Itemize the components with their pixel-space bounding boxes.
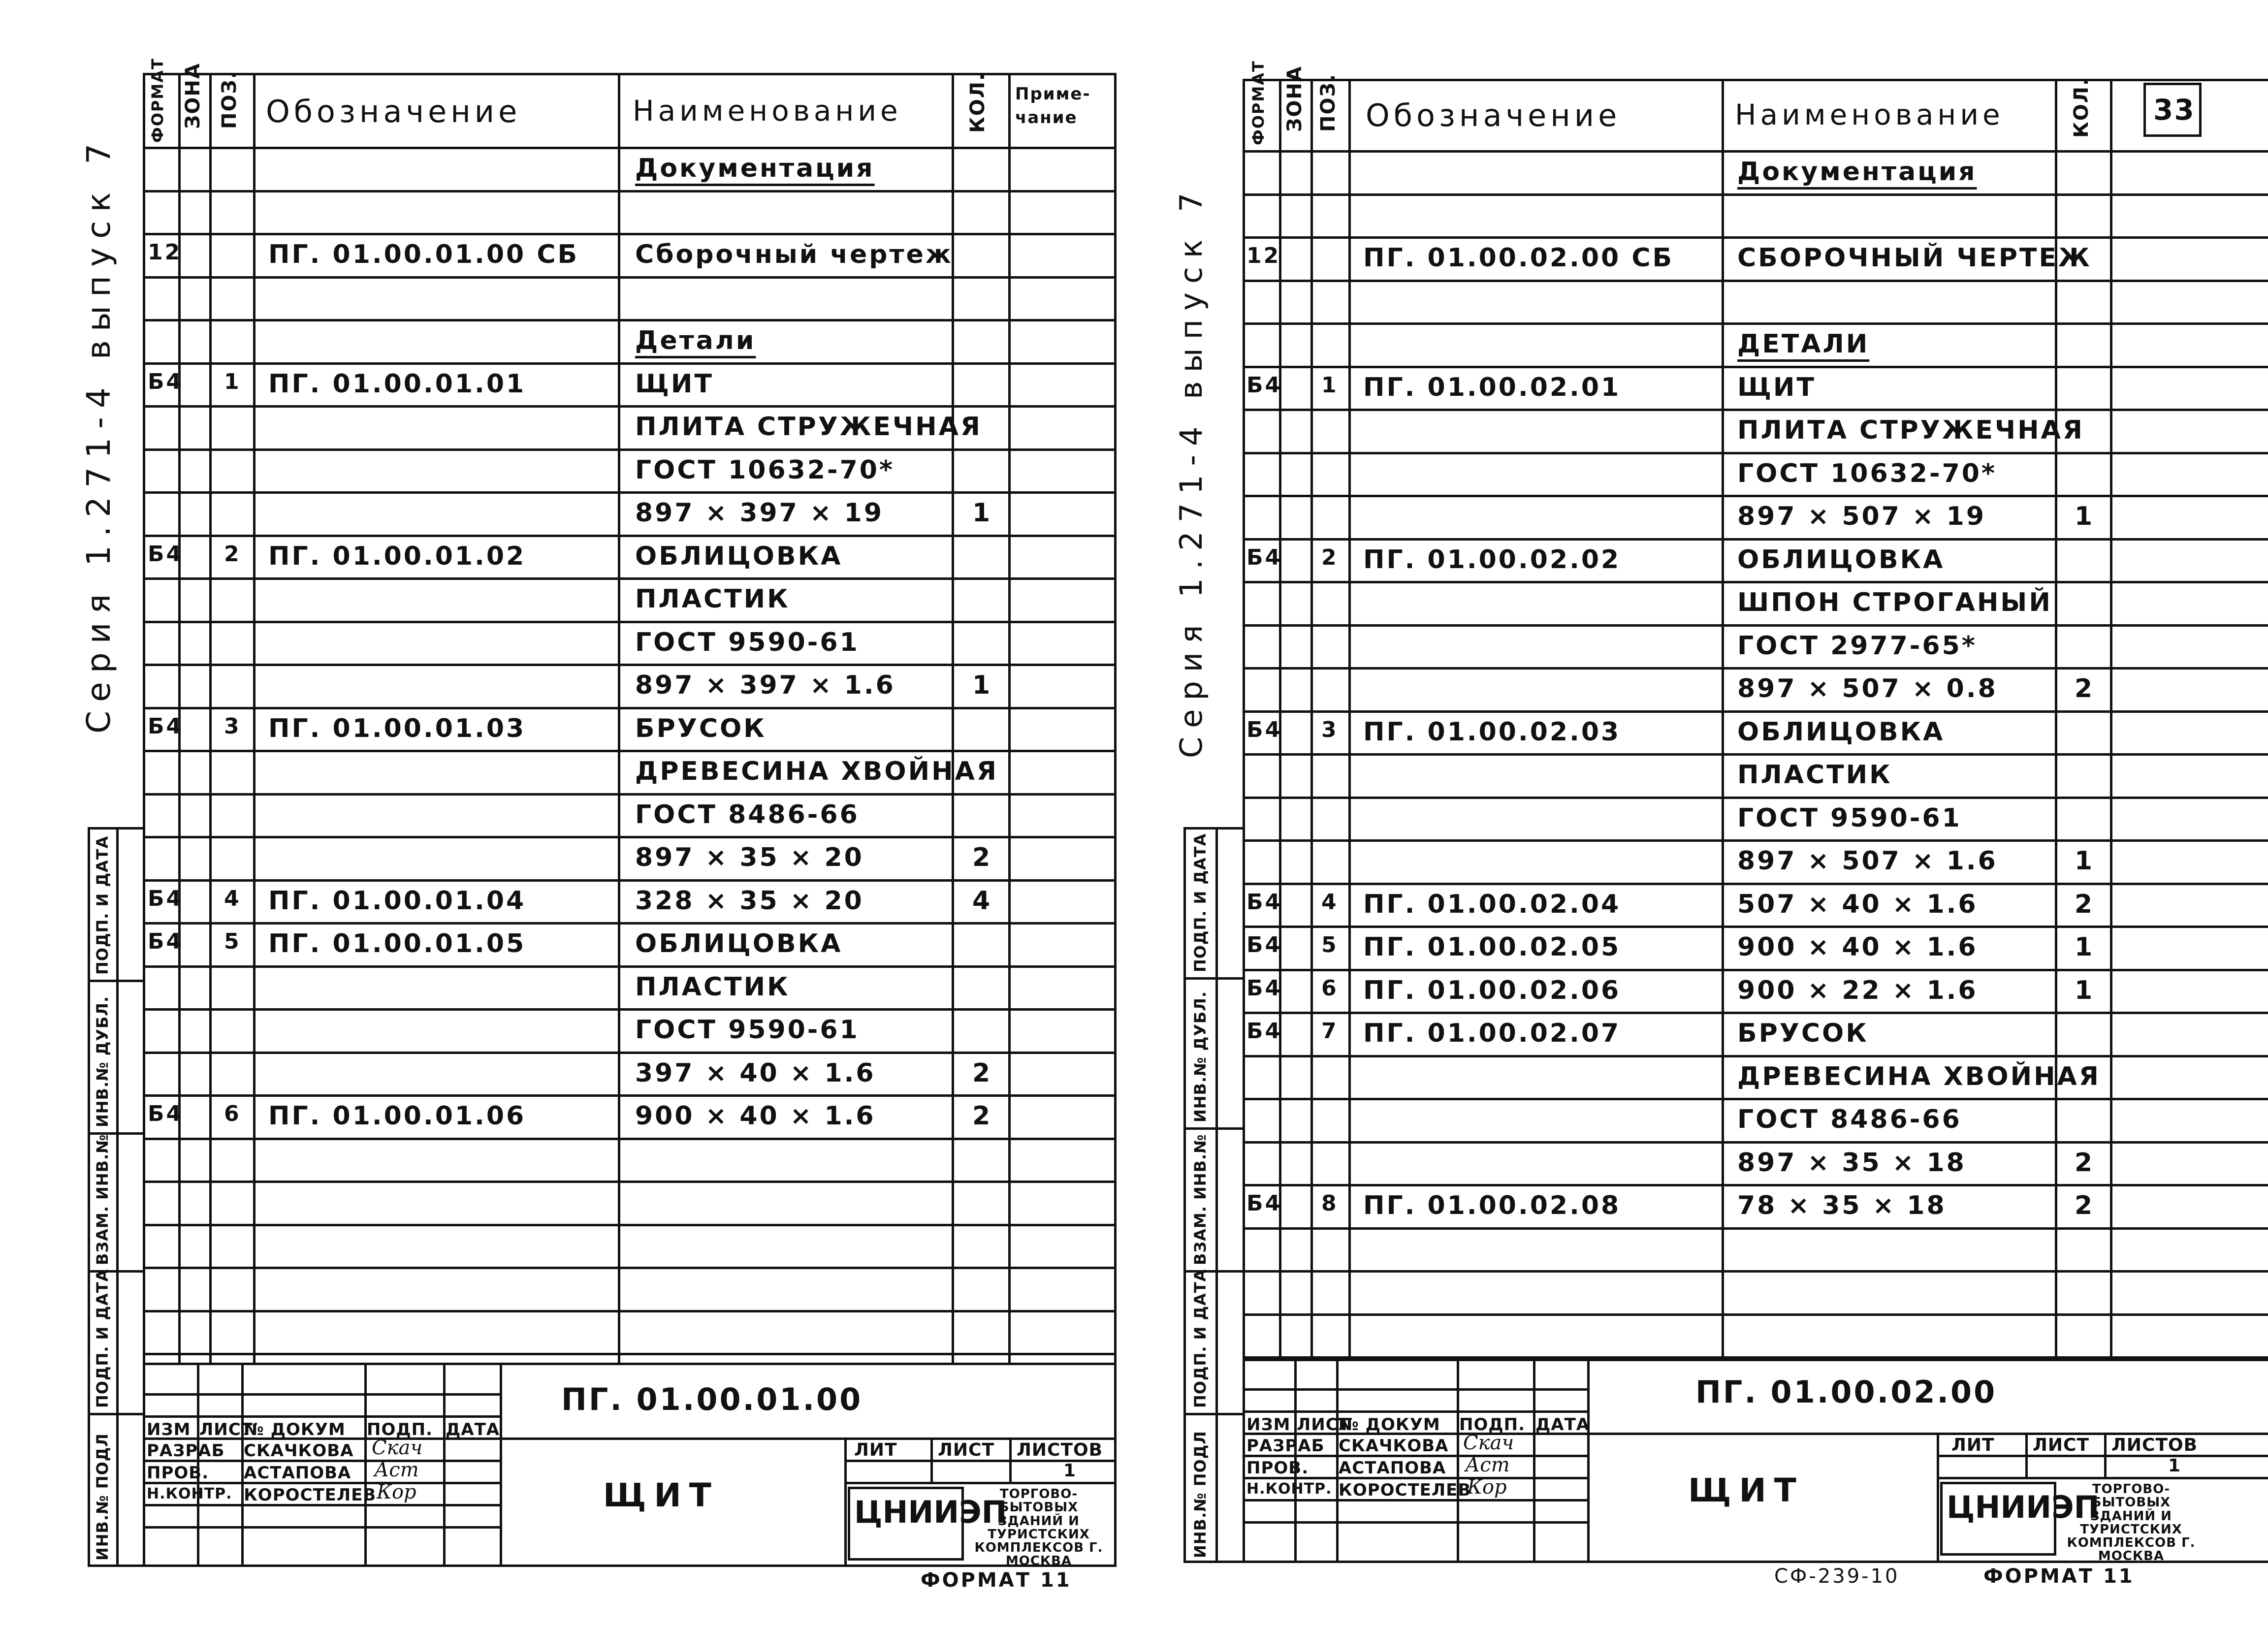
- tb-role: ПРОВ.: [1246, 1458, 1309, 1478]
- name-cell: ОБЛИЦОВКА: [1737, 544, 1945, 575]
- tb-sheets-count: 1: [1063, 1461, 1077, 1481]
- name-cell: Документация: [635, 154, 875, 183]
- tb-name: АСТАПОВА: [244, 1463, 351, 1483]
- col-name-header: Наименование: [1735, 98, 2004, 131]
- name-cell: ПЛАСТИК: [1737, 760, 1892, 790]
- tb-role: РАЗРАБ: [147, 1441, 225, 1461]
- position-cell: 2: [224, 541, 241, 567]
- series-label: Серия 1.271-4 выпуск 7: [80, 134, 118, 734]
- format-cell: Б4: [1246, 889, 1282, 915]
- stamp-label: ИНВ.№ ДУБЛ.: [1191, 990, 1210, 1122]
- col-zone-header: ЗОНА: [182, 63, 204, 129]
- name-cell: ГОСТ 9590-61: [635, 1015, 860, 1045]
- name-cell: 897 × 507 × 1.6: [1737, 846, 1998, 876]
- stamp-label: ПОДП. И ДАТА: [93, 835, 112, 975]
- org-name: ТОРГОВО-БЫТОВЫХ ЗДАНИЙ И ТУРИСТСКИХ КОМПЛЕКСОВ Г. МОСКВА: [974, 1487, 1103, 1569]
- name-cell: 900 × 22 × 1.6: [1737, 975, 1978, 1005]
- quantity-cell: 1: [2075, 975, 2095, 1005]
- stamp-label: ПОДП. И ДАТА: [93, 1269, 112, 1408]
- org-logo-text: ЦНИИЭП: [1947, 1489, 2100, 1525]
- tb-lit: ЛИТ: [1951, 1435, 1995, 1455]
- stamp-label: ПОДП. И ДАТА: [1191, 1269, 1210, 1408]
- name-cell: 900 × 40 × 1.6: [635, 1101, 876, 1131]
- name-cell: ПЛИТА СТРУЖЕЧНАЯ: [1737, 415, 2084, 445]
- quantity-cell: 1: [972, 670, 992, 700]
- tb-list: ЛИСТ: [1297, 1415, 1350, 1435]
- name-cell: ЩИТ: [1737, 372, 1816, 402]
- format-cell: Б4: [148, 1101, 184, 1126]
- position-cell: 2: [1321, 544, 1339, 570]
- stamp-code: СФ-239-10: [1774, 1565, 1900, 1588]
- tb-sign: ПОДП.: [367, 1420, 433, 1439]
- stamp-label: ИНВ.№ ПОДЛ: [93, 1433, 112, 1561]
- col-zone-header: ЗОНА: [1283, 65, 1306, 132]
- tb-izm: ИЗМ: [147, 1420, 191, 1439]
- page-number: 33: [2153, 93, 2195, 127]
- designation-cell: ПГ. 01.00.02.05: [1363, 932, 1621, 962]
- tb-name: СКАЧКОВА: [1339, 1436, 1449, 1456]
- name-cell: 897 × 35 × 20: [635, 843, 864, 872]
- col-qty-header: КОЛ.: [2070, 77, 2093, 138]
- format-cell: Б4: [1246, 975, 1282, 1001]
- right-spec-sheet: [1134, 0, 2268, 1628]
- name-cell: 897 × 507 × 0.8: [1737, 674, 1998, 703]
- format-cell: Б4: [148, 369, 184, 394]
- stamp-label: ИНВ.№ ДУБЛ.: [93, 995, 112, 1127]
- col-name-header: Наименование: [633, 94, 902, 128]
- tb-sheets: ЛИСТОВ: [2111, 1435, 2198, 1455]
- position-cell: 4: [1321, 889, 1339, 915]
- tb-date: ДАТА: [446, 1420, 500, 1439]
- tb-role: Н.КОНТР.: [147, 1485, 232, 1502]
- format-cell: Б4: [1246, 932, 1282, 958]
- name-cell: СБОРОЧНЫЙ ЧЕРТЕЖ: [1737, 243, 2092, 273]
- tb-sheets-count: 1: [2168, 1456, 2181, 1476]
- name-cell: ОБЛИЦОВКА: [635, 929, 843, 958]
- position-cell: 4: [224, 886, 241, 911]
- signature: Кор: [1467, 1476, 1507, 1499]
- format-label: ФОРМАТ 11: [921, 1569, 1072, 1592]
- name-cell: ПЛИТА СТРУЖЕЧНАЯ: [635, 412, 982, 442]
- format-cell: 12: [1246, 243, 1281, 268]
- designation-cell: ПГ. 01.00.01.06: [268, 1101, 526, 1131]
- position-cell: 8: [1321, 1191, 1339, 1216]
- col-qty-header: КОЛ.: [966, 72, 989, 133]
- tb-name: КОРОСТЕЛЕВ: [244, 1485, 377, 1505]
- name-cell: 328 × 35 × 20: [635, 886, 864, 916]
- format-cell: 12: [148, 240, 182, 265]
- stamp-label: ПОДП. И ДАТА: [1191, 833, 1210, 972]
- format-cell: Б4: [1246, 1019, 1282, 1044]
- quantity-cell: 4: [972, 886, 992, 916]
- designation-cell: ПГ. 01.00.02.02: [1363, 544, 1621, 575]
- name-cell: ГОСТ 8486-66: [1737, 1105, 1962, 1134]
- designation-cell: ПГ. 01.00.01.00 СБ: [268, 240, 579, 269]
- col-pos-header: ПОЗ.: [1317, 73, 1340, 132]
- org-logo: [848, 1487, 1007, 1561]
- name-cell: 897 × 507 × 19: [1737, 502, 1986, 531]
- quantity-cell: 2: [2075, 1191, 2095, 1220]
- tb-doc: № ДОКУМ: [244, 1420, 346, 1439]
- name-cell: ДЕТАЛИ: [1737, 329, 1870, 359]
- quantity-cell: 1: [2075, 846, 2095, 876]
- name-cell: ЩИТ: [635, 369, 714, 399]
- designation-cell: ПГ. 01.00.02.03: [1363, 717, 1621, 747]
- col-format-header: ФОРМАТ: [1249, 60, 1268, 145]
- stamp-label: ВЗАМ. ИНВ.№: [1191, 1134, 1210, 1265]
- product-name: ЩИТ: [1688, 1471, 1804, 1509]
- signature: Скач: [372, 1436, 423, 1459]
- name-cell: ГОСТ 9590-61: [635, 627, 860, 657]
- position-cell: 5: [224, 929, 241, 954]
- format-cell: Б4: [148, 886, 184, 911]
- name-cell: ГОСТ 2977-65*: [1737, 631, 1977, 661]
- name-cell: 897 × 397 × 1.6: [635, 670, 895, 700]
- tb-role: ПРОВ.: [147, 1463, 209, 1483]
- name-cell: ШПОН СТРОГАНЫЙ: [1737, 588, 2052, 617]
- position-cell: 6: [224, 1101, 241, 1126]
- tb-doc: № ДОКУМ: [1339, 1415, 1440, 1435]
- position-cell: 3: [224, 713, 241, 739]
- designation-cell: ПГ. 01.00.02.06: [1363, 975, 1621, 1005]
- name-cell: 78 × 35 × 18: [1737, 1191, 1947, 1220]
- position-cell: 1: [224, 369, 241, 394]
- col-format-header: ФОРМАТ: [148, 58, 167, 143]
- col-note-header: Приме-чание: [1015, 84, 1091, 128]
- designation-cell: ПГ. 01.00.01.04: [268, 886, 526, 916]
- tb-list: ЛИСТ: [199, 1420, 253, 1439]
- format-cell: Б4: [1246, 1191, 1282, 1216]
- format-cell: Б4: [1246, 544, 1282, 570]
- format-cell: Б4: [1246, 372, 1282, 398]
- quantity-cell: 2: [2075, 674, 2095, 703]
- tb-name: КОРОСТЕЛЕВ: [1339, 1480, 1471, 1500]
- name-cell: ДРЕВЕСИНА ХВОЙНАЯ: [1737, 1061, 2101, 1091]
- tb-sign: ПОДП.: [1459, 1415, 1526, 1435]
- signature: Скач: [1463, 1432, 1514, 1454]
- format-cell: Б4: [148, 929, 184, 954]
- quantity-cell: 2: [972, 1101, 992, 1131]
- quantity-cell: 2: [2075, 889, 2095, 919]
- tb-sheet: ЛИСТ: [938, 1440, 995, 1460]
- name-cell: Сборочный чертеж: [635, 240, 953, 269]
- format-cell: Б4: [148, 713, 184, 739]
- org-logo-text: ЦНИИЭП: [854, 1494, 1007, 1530]
- position-cell: 6: [1321, 975, 1339, 1001]
- name-cell: ПЛАСТИК: [635, 584, 790, 614]
- tb-lit: ЛИТ: [854, 1440, 897, 1460]
- format-cell: Б4: [1246, 717, 1282, 742]
- designation-cell: ПГ. 01.00.01.05: [268, 929, 526, 958]
- name-cell: Документация: [1737, 157, 1977, 187]
- position-cell: 7: [1321, 1019, 1339, 1044]
- format-label: ФОРМАТ 11: [1983, 1565, 2135, 1588]
- name-cell: ГОСТ 8486-66: [635, 799, 860, 830]
- name-cell: ОБЛИЦОВКА: [635, 541, 843, 571]
- tb-name: АСТАПОВА: [1339, 1458, 1446, 1478]
- quantity-cell: 1: [2075, 502, 2095, 531]
- quantity-cell: 1: [2075, 932, 2095, 962]
- name-cell: 507 × 40 × 1.6: [1737, 889, 1978, 919]
- signature: Аст: [1465, 1454, 1510, 1476]
- designation-cell: ПГ. 01.00.01.02: [268, 541, 526, 571]
- position-cell: 5: [1321, 932, 1339, 958]
- stamp-label: ВЗАМ. ИНВ.№: [93, 1134, 112, 1265]
- name-cell: БРУСОК: [1737, 1019, 1869, 1048]
- series-label: Серия 1.271-4 выпуск 7: [1173, 184, 1209, 758]
- tb-date: ДАТА: [1535, 1415, 1590, 1435]
- name-cell: БРУСОК: [635, 713, 767, 743]
- tb-name: СКАЧКОВА: [244, 1441, 354, 1461]
- quantity-cell: 2: [2075, 1148, 2095, 1178]
- org-logo: [1940, 1482, 2100, 1556]
- designation-cell: ПГ. 01.00.02.07: [1363, 1019, 1621, 1048]
- org-name: ТОРГОВО-БЫТОВЫХ ЗДАНИЙ И ТУРИСТСКИХ КОМПЛЕКСОВ Г. МОСКВА: [2067, 1482, 2196, 1564]
- position-cell: 3: [1321, 717, 1339, 742]
- name-cell: ПЛАСТИК: [635, 972, 790, 1002]
- name-cell: ГОСТ 10632-70*: [635, 455, 895, 485]
- doc-number: ПГ. 01.00.02.00: [1695, 1374, 1997, 1410]
- designation-cell: ПГ. 01.00.01.03: [268, 713, 526, 743]
- quantity-cell: 1: [972, 498, 992, 528]
- designation-cell: ПГ. 01.00.01.01: [268, 369, 526, 399]
- name-cell: ГОСТ 9590-61: [1737, 803, 1962, 833]
- tb-sheets: ЛИСТОВ: [1017, 1440, 1103, 1460]
- designation-cell: ПГ. 01.00.02.04: [1363, 889, 1621, 919]
- tb-sheet: ЛИСТ: [2033, 1435, 2090, 1455]
- name-cell: 897 × 397 × 19: [635, 498, 884, 528]
- name-cell: 397 × 40 × 1.6: [635, 1058, 876, 1088]
- col-pos-header: ПОЗ.: [218, 70, 241, 129]
- doc-number: ПГ. 01.00.01.00: [561, 1381, 863, 1417]
- tb-role: РАЗРАБ: [1246, 1436, 1325, 1456]
- name-cell: ОБЛИЦОВКА: [1737, 717, 1945, 747]
- name-cell: ГОСТ 10632-70*: [1737, 458, 1997, 488]
- tb-role: Н.КОНТР.: [1246, 1480, 1332, 1498]
- col-designation-header: Обозначение: [1366, 97, 1621, 133]
- col-designation-header: Обозначение: [266, 94, 521, 129]
- name-cell: Детали: [635, 326, 756, 355]
- name-cell: 897 × 35 × 18: [1737, 1148, 1966, 1178]
- name-cell: 900 × 40 × 1.6: [1737, 932, 1978, 962]
- drawing-frame: [143, 73, 1117, 1567]
- designation-cell: ПГ. 01.00.02.08: [1363, 1191, 1621, 1220]
- name-cell: ДРЕВЕСИНА ХВОЙНАЯ: [635, 757, 998, 786]
- signature: Аст: [374, 1459, 419, 1481]
- tb-izm: ИЗМ: [1246, 1415, 1291, 1435]
- signature: Кор: [377, 1481, 416, 1503]
- format-cell: Б4: [148, 541, 184, 567]
- product-name: ЩИТ: [603, 1476, 719, 1514]
- quantity-cell: 2: [972, 843, 992, 872]
- position-cell: 1: [1321, 372, 1339, 398]
- designation-cell: ПГ. 01.00.02.01: [1363, 372, 1621, 402]
- quantity-cell: 2: [972, 1058, 992, 1088]
- stamp-label: ИНВ.№ ПОДЛ: [1191, 1431, 1210, 1558]
- designation-cell: ПГ. 01.00.02.00 СБ: [1363, 243, 1674, 273]
